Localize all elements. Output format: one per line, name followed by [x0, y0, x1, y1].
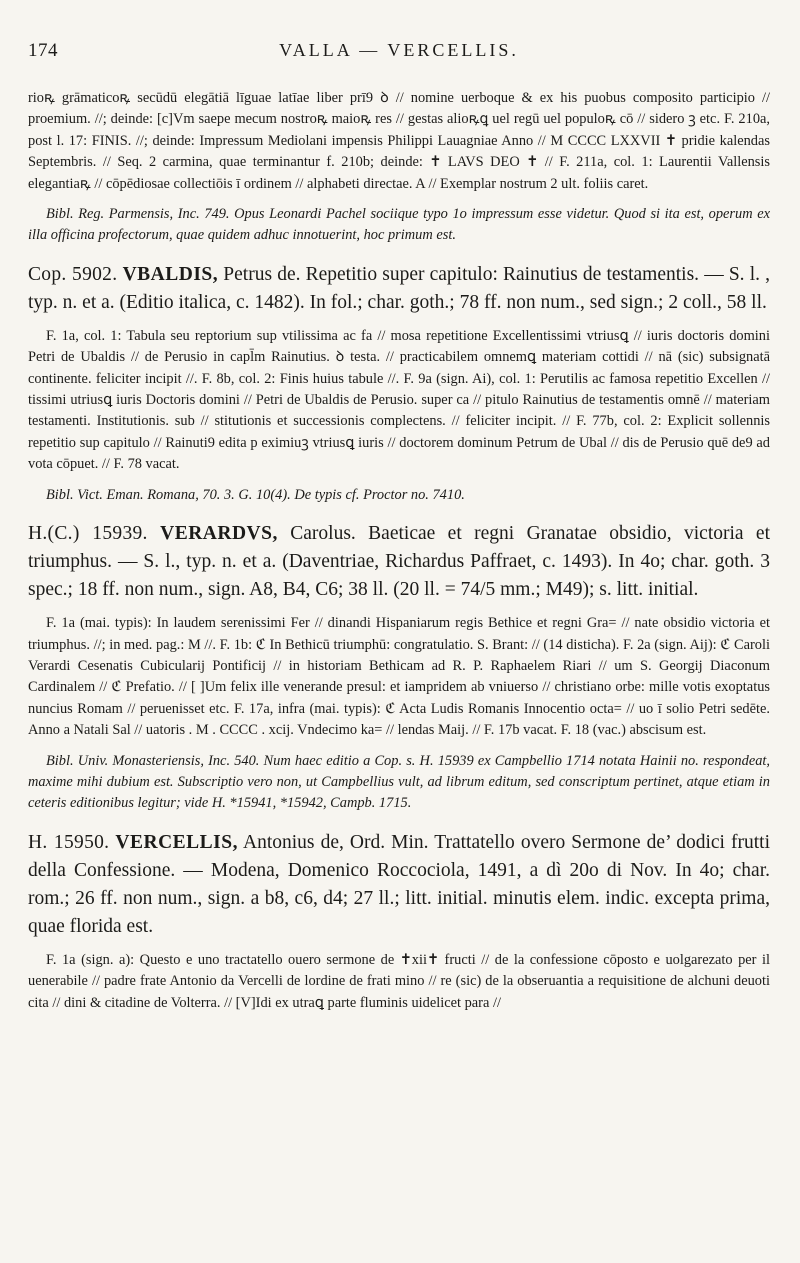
entry-bibliography: Bibl. Univ. Monasteriensis, Inc. 540. Num haec editio a Cop. s. H. 15939 ex Campbellio 1714 notata Hainii no. respondeat, maxime mihi dubium est. Subscriptio vero non, ut Campbellius vult, ad librum editum, sed conscriptum pertinet, atque etiam in ceteris editionibus legitur; vide H. *15941, *15942, Campb. 1715.: [28, 752, 770, 812]
page-number: 174: [28, 40, 58, 61]
entry-title: Petrus de. Repetitio super capitulo: Rainutius de testamentis. — S. l. , typ. n. et a. (Editio italica, c. 1482). In fol.; char. goth.; 78 ff. non num., sed sign.; 2 coll., 58 ll.: [28, 263, 771, 313]
entry-heading: [28, 520, 770, 604]
page-content: [28, 88, 770, 1014]
entry-title: Carolus. Baeticae et regni Granatae obsidio, victoria et triumphus. — S. l., typ. n. et a. (Daventriae, Richardus Paffraet, c. 1493). In 4o; char. goth. 3 spec.; 18 ff. non num., sign. A8, B4, C6; 38 ll. (20 ll. = 74/5 mm.; M49); s. litt. initial.: [28, 523, 771, 601]
entry-collation: rioꝶ grāmaticoꝶ secūdū elegātiā līguae latīae liber prī9 ꝺ // nomine uerboque & ex his puobus composito participio // proemium. //; deinde: [c]Vm saepe mecum nostroꝶ maioꝶ res // gestas alioꝶꝗ uel regū uel populoꝶ cō // sidero ꝫ etc. F. 210a, post l. 17: FINIS. //; deinde: Impressum Mediolani impensis Philippi Lauagniae Anno // M CCCC LXXVII ✝ pridie kalendas Septembris. // Seq. 2 carmina, quae terminantur f. 210b; deinde: ✝ LAVS DEO ✝ // F. 211a, col. 1: Laurentii Vallensis elegantiaꝶ // cōpēdiosae collectiōis ī ordinem // alphabeti directae. A // Exemplar nostrum 2 ult. foliis caret.: [28, 90, 770, 192]
entry-id: H.(C.) 15939.: [28, 523, 148, 545]
entry-collation: F. 1a (mai. typis): In laudem serenissimi Fer // dinandi Hispaniarum regis Bethice et regni Gra= // nate obsidio victoria et triumphus. //; in med. pag.: M //. F. 1b: ℭ In Bethicū triumphū: congratulatio. S. Brant: // (14 disticha). F. 2a (sign. Aij): ℭ Caroli Verardi Cesenatis Cubicularij Pontificij // in historiam Bethicam ad R. P. Raphaelem Riari // um S. Georgij Diaconum Cardinalem // ℭ Prefatio. // [ ]Um felix ille venerande presul: et iampridem ab vniuerso // christiano orbe: mille votis exoptatus nuncius Romam // peruenisset etc. F. 17a, infra (mai. typis): ℭ Acta Ludis Romanis Innocentio octa= // uo ī solio Petri sedēte. Anno a Natali Sal // uatoris . M . CCCC . xcij. Vndecimo ka= // lendas Maij. // F. 17b vacat. F. 18 (vac.) abscisum est.: [28, 615, 770, 739]
entry-h-15939: [28, 520, 770, 815]
entry-collation: F. 1a (sign. a): Questo e uno tractatello ouero sermone de ✝xii✝ fructi // de la confessione cōposto e uolgarezato per il uenerabile // padre frate Antonio da Vercelli de lordine de frati mino // re (sic) de la obseruantia a requisitione de alchuni deuoti cita // dini & citadine de Volterra. // [V]Idi ex utraꝗ parte fluminis uidelicet para //: [28, 951, 770, 1011]
entry-name: VERARDVS,: [160, 523, 278, 545]
entry-title: Antonius de, Ord. Min. Trattatello overo Sermone de’ dodici frutti della Confessione. — Modena, Domenico Roccociola, 1491, a dì 20o di Nov. In 4o; char. rom.; 26 ff. non num., sign. a b8, c6, d4; 27 ll.; litt. initial. minutis elem. indic. excepta prima, quae florida est.: [28, 831, 770, 937]
entry-h-15950: [28, 829, 770, 1014]
entry-name: VBALDIS,: [122, 263, 219, 285]
entry-name: VERCELLIS,: [115, 831, 238, 853]
entry-heading: [28, 829, 770, 941]
entry-heading: [28, 261, 770, 317]
running-head: VALLA — VERCELLIS.: [279, 40, 519, 60]
entry-cop-5902: [28, 261, 770, 506]
page-header: [28, 40, 770, 75]
entry-id: Cop. 5902.: [28, 263, 118, 285]
entry-continuation: [28, 88, 770, 247]
entry-bibliography: Bibl. Reg. Parmensis, Inc. 749. Opus Leonardi Pachel sociique typo 1o impressum esse videtur. Quod si ita est, operum ex illa officina profectorum, quae quidem adhuc innotuerint, hoc primum est.: [28, 206, 770, 244]
entry-id: H. 15950.: [28, 831, 110, 853]
entry-bibliography: Bibl. Vict. Eman. Romana, 70. 3. G. 10(4). De typis cf. Proctor no. 7410.: [46, 486, 465, 503]
entry-collation: F. 1a, col. 1: Tabula seu reptorium sup vtilissima ac fa // mosa repetitione Excellentissimi vtriusꝗ // iuris doctoris domini Petri de Ubaldis // de Perusio in capl̄m Rainutius. ꝺ testa. // practicabilem omnemꝗ materiam cottidi // nā (sic) subsignatā continente. feliciter incipit //. F. 8b, col. 2: Finis huius tabule //. F. 9a (sign. Ai), col. 1: Perutilis ac famosa repetitio Excellen // tissimi utriusꝗ iuris Doctoris domini // Petri de Ubaldis de Perusio. super ca // pitulo Rainutius de testamentis omnē // materiam testamenti. Institutionis. sub // stitutionis et successionis complectens. // feliciter incipit. // F. 77b, col. 2: Explicit sollennis repetitio sup capitulo // Rainuti9 edita p eximiuꝫ vtriusꝗ iuris // doctorem dominum Petrum de Ubal // dis de Perusio quē de9 ad vota cōpuet. // F. 78 vacat.: [28, 327, 770, 473]
